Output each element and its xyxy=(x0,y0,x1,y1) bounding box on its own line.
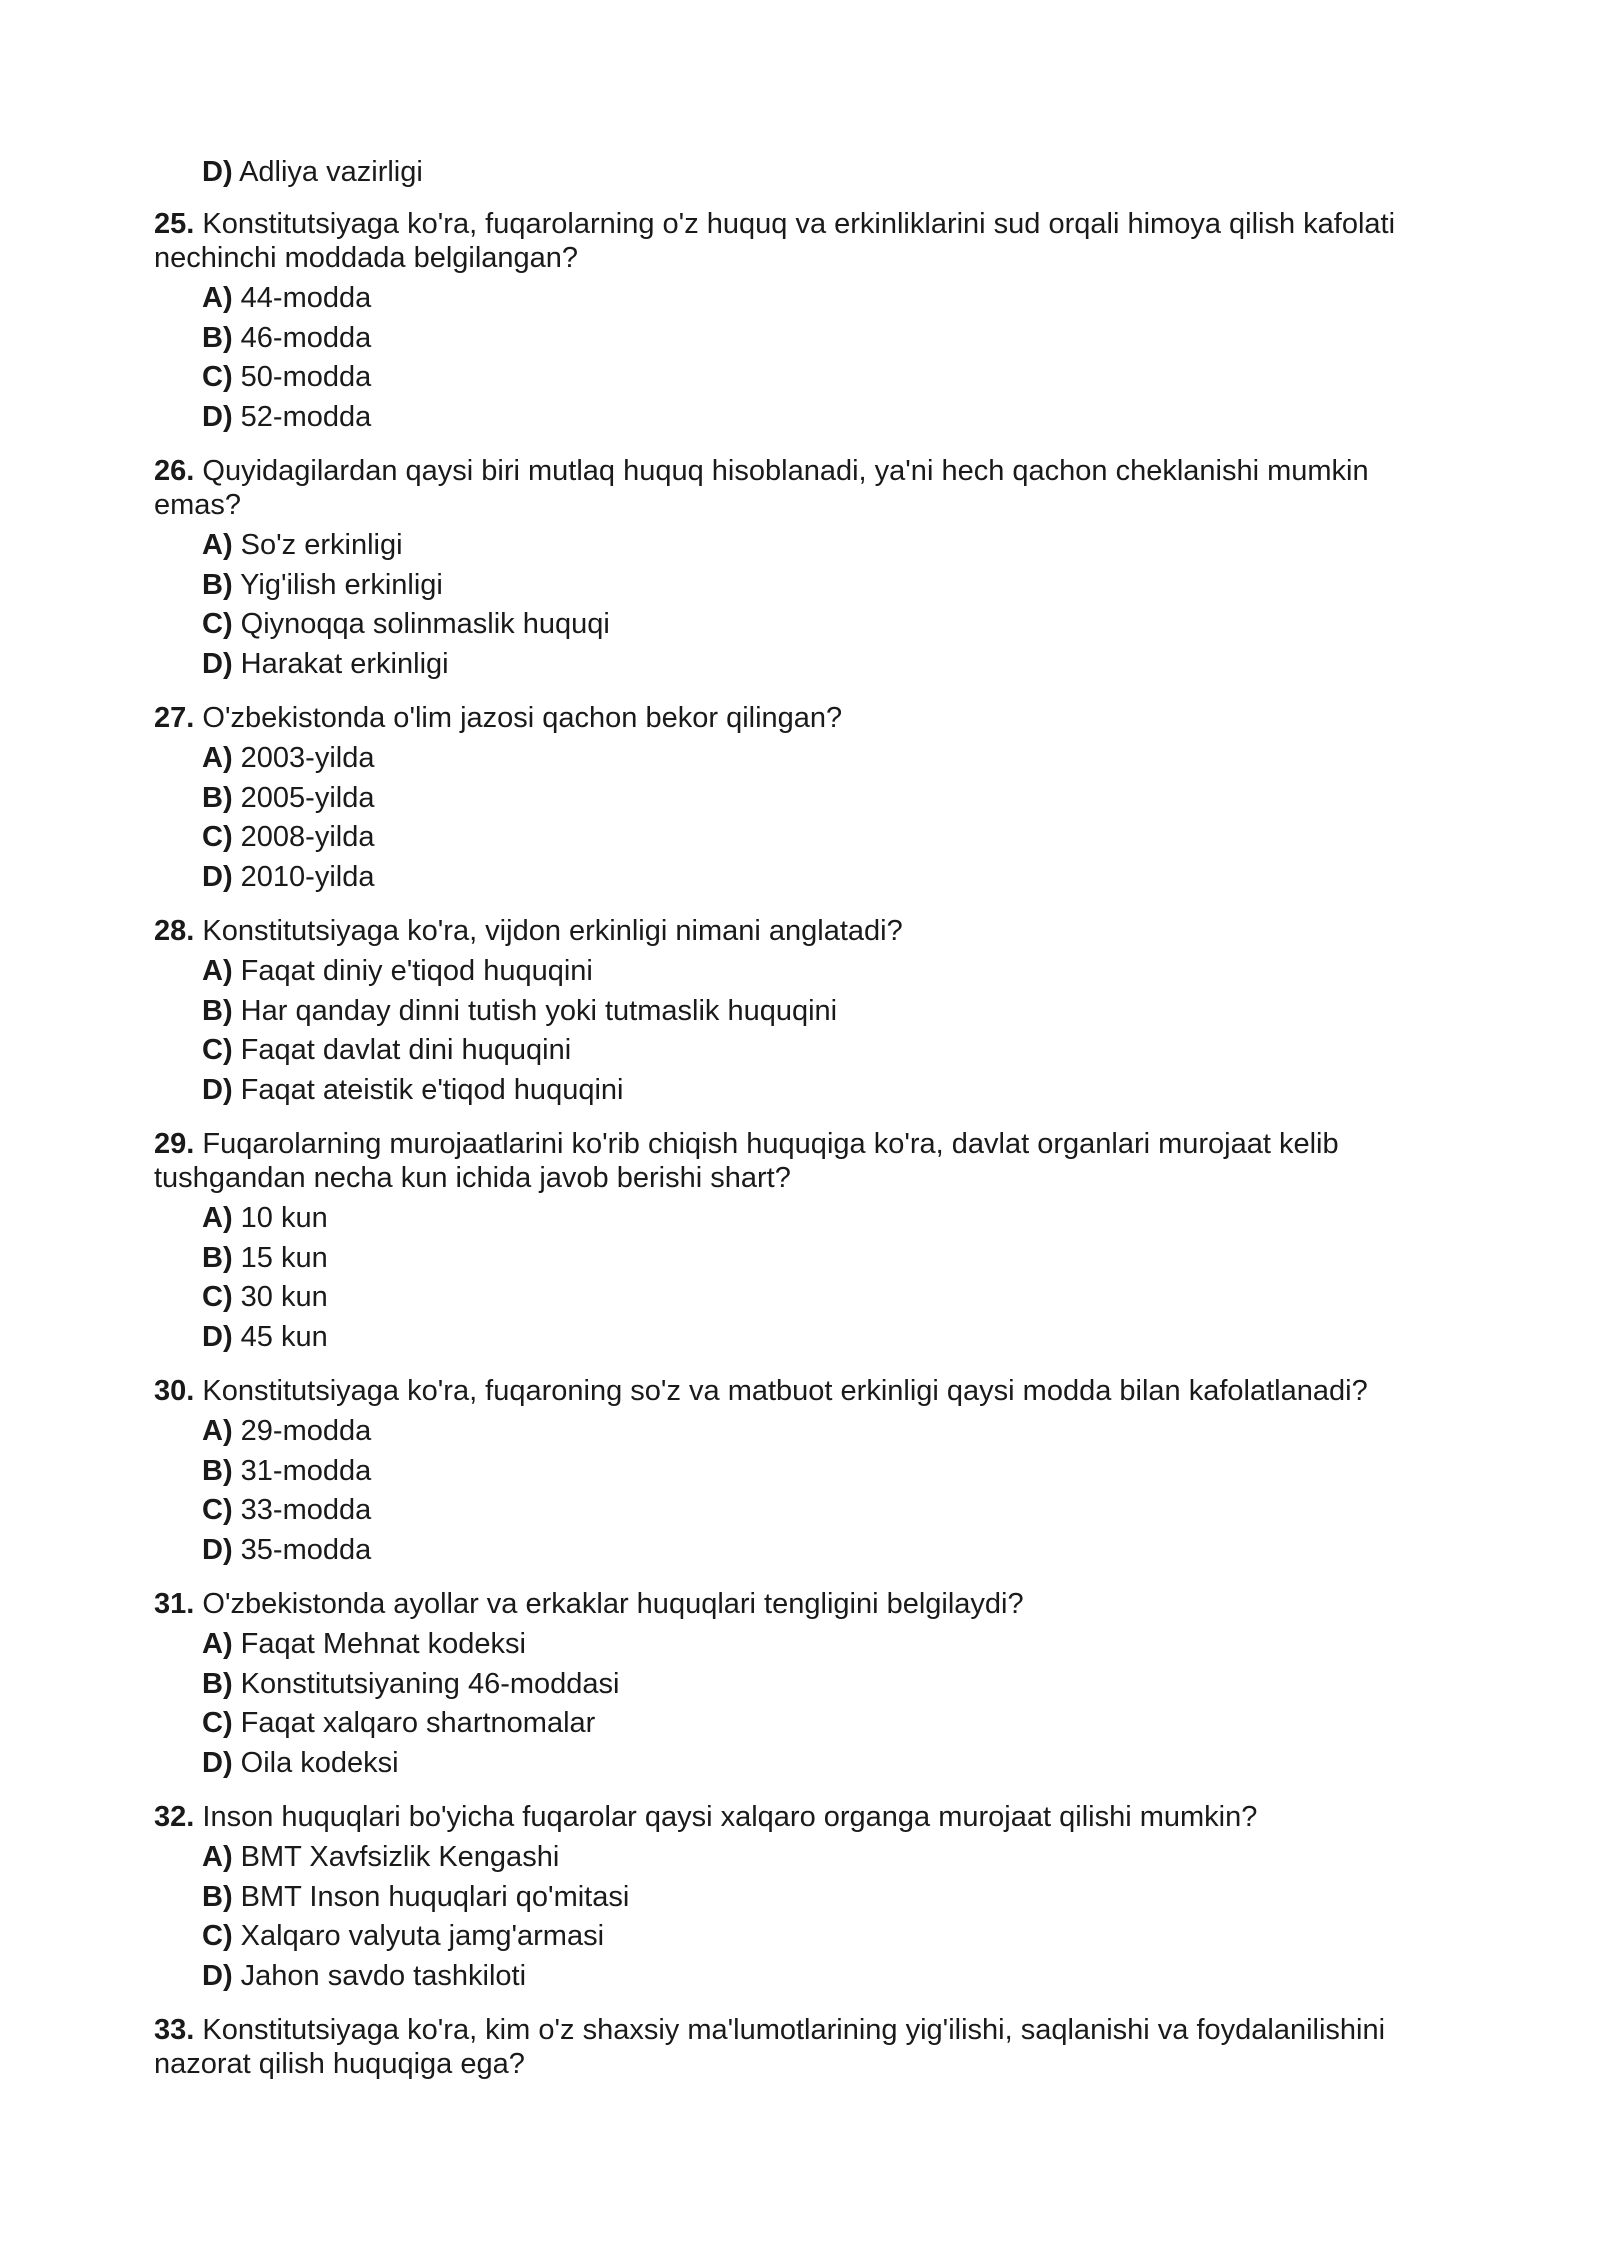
option-letter: D) xyxy=(202,1746,233,1779)
question-block xyxy=(154,1374,1454,1570)
option-text: 35-modda xyxy=(240,1533,372,1566)
question-number: 26. xyxy=(154,455,195,487)
option-letter: B) xyxy=(202,1454,233,1487)
answer-option xyxy=(202,1957,1454,1997)
option-letter: B) xyxy=(202,1880,233,1913)
answer-option xyxy=(202,358,1454,398)
question-number: 30. xyxy=(154,1375,195,1407)
answer-option xyxy=(202,566,1454,606)
option-letter: A) xyxy=(202,1202,233,1234)
option-letter: B) xyxy=(202,781,233,814)
option-letter: D) xyxy=(202,400,233,433)
option-text: Oila kodeksi xyxy=(240,1746,399,1779)
question-text xyxy=(154,914,1454,948)
answer-option xyxy=(202,952,1454,992)
question-block xyxy=(154,1127,1454,1357)
option-letter: C) xyxy=(202,1494,233,1526)
question-number: 32. xyxy=(154,1801,195,1833)
question-number: 28. xyxy=(154,915,195,947)
option-letter: B) xyxy=(202,1667,233,1700)
answer-option xyxy=(202,1704,1454,1744)
answer-option xyxy=(202,1452,1454,1492)
question-body: Fuqarolarning murojaatlarini ko'rib chiqish huquqiga ko'ra, davlat organlari murojaat kelib tushgandan necha kun ichida javob berishi shart? xyxy=(154,1128,1339,1194)
question-body: Konstitutsiyaga ko'ra, vijdon erkinligi nimani anglatadi? xyxy=(202,915,903,947)
answer-options xyxy=(202,279,1454,437)
answer-option xyxy=(202,1625,1454,1665)
option-text: Faqat ateistik e'tiqod huquqini xyxy=(240,1073,624,1106)
answer-option xyxy=(202,739,1454,779)
answer-option xyxy=(202,398,1454,438)
option-letter: D) xyxy=(202,1533,233,1566)
option-text: Faqat davlat dini huquqini xyxy=(240,1034,572,1066)
question-text xyxy=(154,207,1454,275)
option-letter: D) xyxy=(202,1959,233,1992)
option-letter: C) xyxy=(202,1920,233,1952)
answer-option xyxy=(202,1744,1454,1784)
answer-options xyxy=(202,952,1454,1110)
answer-option xyxy=(202,858,1454,898)
option-letter: A) xyxy=(202,1841,233,1873)
answer-option xyxy=(202,1239,1454,1279)
option-letter: C) xyxy=(202,608,233,640)
option-text: 50-modda xyxy=(240,361,372,393)
option-text: 29-modda xyxy=(240,1415,372,1447)
option-text: 31-modda xyxy=(240,1454,372,1487)
answer-option xyxy=(202,1278,1454,1318)
answer-option xyxy=(202,605,1454,645)
answer-option xyxy=(202,1878,1454,1918)
option-text: 45 kun xyxy=(240,1320,328,1353)
option-text: 30 kun xyxy=(240,1281,328,1313)
question-body: Konstitutsiyaga ko'ra, fuqaroning so'z va matbuot erkinligi qaysi modda bilan kafolatlanadi? xyxy=(202,1375,1368,1407)
answer-option xyxy=(202,1199,1454,1239)
question-block xyxy=(154,701,1454,897)
answer-option xyxy=(202,779,1454,819)
option-text: Harakat erkinligi xyxy=(240,647,449,680)
option-letter: B) xyxy=(202,994,233,1027)
answer-option xyxy=(202,526,1454,566)
option-letter: C) xyxy=(202,1034,233,1066)
question-text xyxy=(154,1587,1454,1621)
answer-options xyxy=(202,1412,1454,1570)
question-text xyxy=(154,701,1454,735)
option-text: 2005-yilda xyxy=(240,781,375,814)
answer-option xyxy=(202,279,1454,319)
question-block xyxy=(154,914,1454,1110)
question-number: 31. xyxy=(154,1588,195,1620)
option-text: Har qanday dinni tutish yoki tutmaslik huquqini xyxy=(240,994,838,1027)
option-letter: D) xyxy=(202,1073,233,1106)
answer-option xyxy=(202,992,1454,1032)
option-text: 46-modda xyxy=(240,321,372,354)
question-body: Quyidagilardan qaysi biri mutlaq huquq hisoblanadi, ya'ni hech qachon cheklanishi mumkin emas? xyxy=(154,455,1369,521)
option-text: Yig'ilish erkinligi xyxy=(240,568,443,601)
answer-option xyxy=(202,1031,1454,1071)
answer-option xyxy=(202,1412,1454,1452)
answer-option xyxy=(202,1838,1454,1878)
option-letter: D) xyxy=(202,1320,233,1353)
option-text: Faqat Mehnat kodeksi xyxy=(240,1628,526,1660)
question-text xyxy=(154,454,1454,522)
option-letter: D) xyxy=(202,860,233,893)
option-text: 15 kun xyxy=(240,1241,328,1274)
option-letter: B) xyxy=(202,1241,233,1274)
option-text: 44-modda xyxy=(240,282,372,314)
option-d-carryover xyxy=(202,152,423,192)
question-body: O'zbekistonda o'lim jazosi qachon bekor qilingan? xyxy=(202,702,843,734)
option-text: Xalqaro valyuta jamg'armasi xyxy=(240,1920,605,1952)
question-block xyxy=(154,207,1454,437)
answer-options xyxy=(202,739,1454,897)
option-letter: A) xyxy=(202,282,233,314)
answer-options xyxy=(202,1199,1454,1357)
option-text: BMT Inson huquqlari qo'mitasi xyxy=(240,1880,630,1913)
question-body: Konstitutsiyaga ko'ra, fuqarolarning o'z huquq va erkinliklarini sud orqali himoya qilish kafolati nechinchi moddada belgilangan? xyxy=(154,208,1396,274)
option-letter: B) xyxy=(202,568,233,601)
option-text: Qiynoqqa solinmaslik huquqi xyxy=(240,608,610,640)
option-letter: B) xyxy=(202,321,233,354)
option-text: BMT Xavfsizlik Kengashi xyxy=(240,1841,560,1873)
option-letter: A) xyxy=(202,1415,233,1447)
answer-options xyxy=(202,1838,1454,1996)
option-text: 2003-yilda xyxy=(240,742,375,774)
option-letter: C) xyxy=(202,1707,233,1739)
question-text xyxy=(154,1374,1454,1408)
option-text: Faqat diniy e'tiqod huquqini xyxy=(240,955,593,987)
option-text: So'z erkinligi xyxy=(240,529,403,561)
question-body: O'zbekistonda ayollar va erkaklar huquqlari tengligini belgilaydi? xyxy=(202,1588,1024,1620)
option-letter: D) xyxy=(202,156,233,188)
question-body: Inson huquqlari bo'yicha fuqarolar qaysi xalqaro organga murojaat qilishi mumkin? xyxy=(202,1801,1258,1833)
option-letter: C) xyxy=(202,361,233,393)
option-text: Faqat xalqaro shartnomalar xyxy=(240,1707,596,1739)
answer-option xyxy=(202,1318,1454,1358)
option-text: Adliya vazirligi xyxy=(239,156,423,188)
option-letter: A) xyxy=(202,955,233,987)
answer-option xyxy=(202,1491,1454,1531)
option-text: 10 kun xyxy=(240,1202,328,1234)
answer-option xyxy=(202,1665,1454,1705)
option-text: 33-modda xyxy=(240,1494,372,1526)
option-letter: A) xyxy=(202,742,233,774)
question-number: 27. xyxy=(154,702,195,734)
answer-option xyxy=(202,319,1454,359)
option-letter: A) xyxy=(202,1628,233,1660)
option-letter: C) xyxy=(202,1281,233,1313)
question-block xyxy=(154,454,1454,684)
question-number: 29. xyxy=(154,1128,195,1160)
answer-option xyxy=(202,1531,1454,1571)
question-block xyxy=(154,2013,1454,2081)
option-letter: C) xyxy=(202,821,233,853)
option-text: Jahon savdo tashkiloti xyxy=(240,1959,527,1992)
question-body: Konstitutsiyaga ko'ra, kim o'z shaxsiy ma'lumotlarining yig'ilishi, saqlanishi va foydalanilishini nazorat qilish huquqiga ega? xyxy=(154,2014,1386,2080)
answer-options xyxy=(202,1625,1454,1783)
option-letter: A) xyxy=(202,529,233,561)
question-block xyxy=(154,1800,1454,1996)
question-number: 25. xyxy=(154,208,195,240)
question-number: 33. xyxy=(154,2014,195,2046)
question-text xyxy=(154,2013,1454,2081)
question-list xyxy=(154,207,1454,2098)
question-block xyxy=(154,1587,1454,1783)
answer-options xyxy=(202,526,1454,684)
question-text xyxy=(154,1800,1454,1834)
question-text xyxy=(154,1127,1454,1195)
answer-option xyxy=(202,645,1454,685)
answer-option xyxy=(202,1917,1454,1957)
option-text: 52-modda xyxy=(240,400,372,433)
answer-option xyxy=(202,818,1454,858)
option-text: Konstitutsiyaning 46-moddasi xyxy=(240,1667,620,1700)
option-letter: D) xyxy=(202,647,233,680)
answer-option xyxy=(202,1071,1454,1111)
option-text: 2010-yilda xyxy=(240,860,375,893)
option-text: 2008-yilda xyxy=(240,821,375,853)
